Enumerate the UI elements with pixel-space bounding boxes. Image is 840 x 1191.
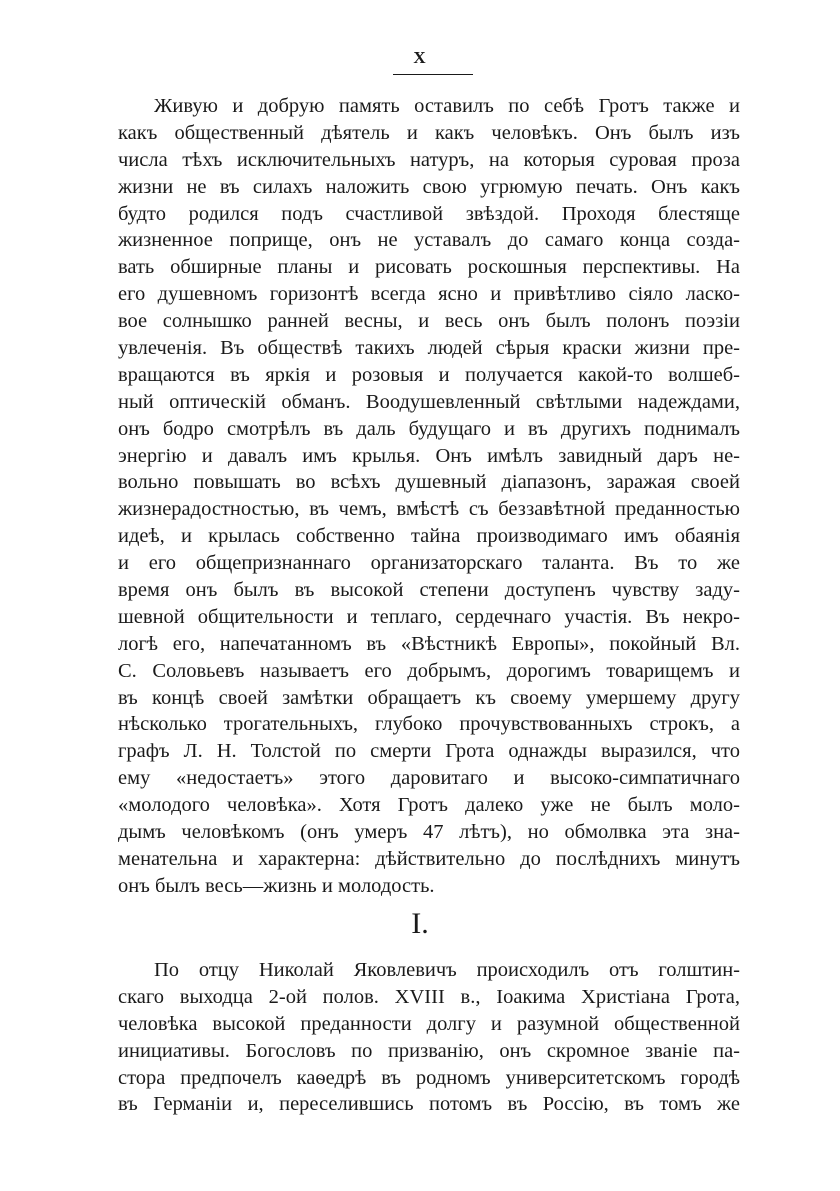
paragraph-1: [118, 93, 740, 900]
text-line: вольно повышать во всѣхъ душевный діапазонъ, заражая своей: [118, 471, 740, 494]
text-line: шевной общительности и теплаго, сердечнаго участія. Въ некро-: [118, 605, 740, 628]
text-line: онъ бодро смотрѣлъ въ даль будущаго и въ другихъ поднималъ: [118, 417, 740, 440]
text-line: С. Соловьевъ называетъ его добрымъ, дорогимъ товарищемъ и: [118, 659, 740, 682]
text-line: вое солнышко ранней весны, и весь онъ былъ полонъ поэзіи: [118, 310, 740, 333]
page-number: X: [413, 48, 427, 67]
text-line: логѣ его, напечатанномъ въ «Вѣстникѣ Европы», покойный Вл.: [118, 632, 740, 655]
text-line: ный оптическій обманъ. Воодушевленный свѣтлыми надеждами,: [118, 390, 740, 413]
text-line: жизнерадостностью, въ чемъ, вмѣстѣ съ беззавѣтной преданностью: [118, 498, 740, 521]
text-line: жизненное поприще, онъ не уставалъ до самаго конца созда-: [118, 229, 740, 252]
text-line: время онъ былъ въ высокой степени доступенъ чувству заду-: [118, 579, 740, 602]
text-line: числа тѣхъ исключительныхъ натуръ, на которыя суровая проза: [118, 148, 740, 171]
text-line: инициативы. Богословъ по призванію, онъ скромное званіе па-: [118, 1039, 740, 1062]
text-line: вать обширные планы и рисовать роскошныя перспективы. На: [118, 256, 740, 279]
paragraph-2: [118, 957, 740, 1118]
text-line: стора предпочелъ каѳедрѣ въ родномъ университетскомъ городѣ: [118, 1066, 740, 1089]
text-line: нѣсколько трогательныхъ, глубоко прочувствованныхъ строкъ, а: [118, 713, 740, 736]
text-line: будто родился подъ счастливой звѣздой. Проходя блестяще: [118, 202, 740, 225]
text-line: ему «недостаетъ» этого даровитаго и высоко-симпатичнаго: [118, 767, 740, 790]
text-line: жизни не въ силахъ наложить свою угрюмую печать. Онъ какъ: [118, 175, 740, 198]
header-rule: [393, 74, 473, 75]
text-line: въ концѣ своей замѣтки обращаетъ къ своему умершему другу: [118, 686, 740, 709]
text-line: въ Германіи и, переселившись потомъ въ Россію, въ томъ же: [118, 1093, 740, 1116]
text-line: дымъ человѣкомъ (онъ умеръ 47 лѣтъ), но обмолвка эта зна-: [118, 821, 740, 844]
text-line: энергію и давалъ имъ крылья. Онъ имѣлъ завидный даръ не-: [118, 444, 740, 467]
text-line: идеѣ, и крылась собственно тайна производимаго имъ обаянія: [118, 525, 740, 548]
text-line: вращаются въ яркія и розовыя и получается какой-то волшеб-: [118, 363, 740, 386]
text-line: онъ былъ весь—жизнь и молодость.: [118, 874, 435, 897]
text-line: скаго выходца 2-ой полов. XVIII в., Іоакима Христіана Грота,: [118, 985, 740, 1008]
text-line: его душевномъ горизонтѣ всегда ясно и привѣтливо сіяло ласко-: [118, 283, 740, 306]
text-line: «молодого человѣка». Хотя Гротъ далеко уже не былъ моло-: [118, 794, 740, 817]
text-line: Живую и добрую память оставилъ по себѣ Гротъ также и: [154, 95, 740, 117]
text-line: и его общепризнаннаго организаторскаго таланта. Въ то же: [118, 552, 740, 575]
section-heading: I.: [411, 907, 429, 940]
text-line: увлеченія. Въ обществѣ такихъ людей сѣрыя краски жизни пре-: [118, 337, 740, 360]
text-line: По отцу Николай Яковлевичъ происходилъ отъ голштин-: [154, 959, 740, 981]
text-line: какъ общественный дѣятель и какъ человѣкъ. Онъ былъ изъ: [118, 121, 740, 144]
text-line: графъ Л. Н. Толстой по смерти Грота однажды выразился, что: [118, 740, 740, 763]
text-line: менательна и характерна: дѣйствительно до послѣднихъ минутъ: [118, 847, 740, 870]
text-line: человѣка высокой преданности долгу и разумной общественной: [118, 1012, 740, 1035]
